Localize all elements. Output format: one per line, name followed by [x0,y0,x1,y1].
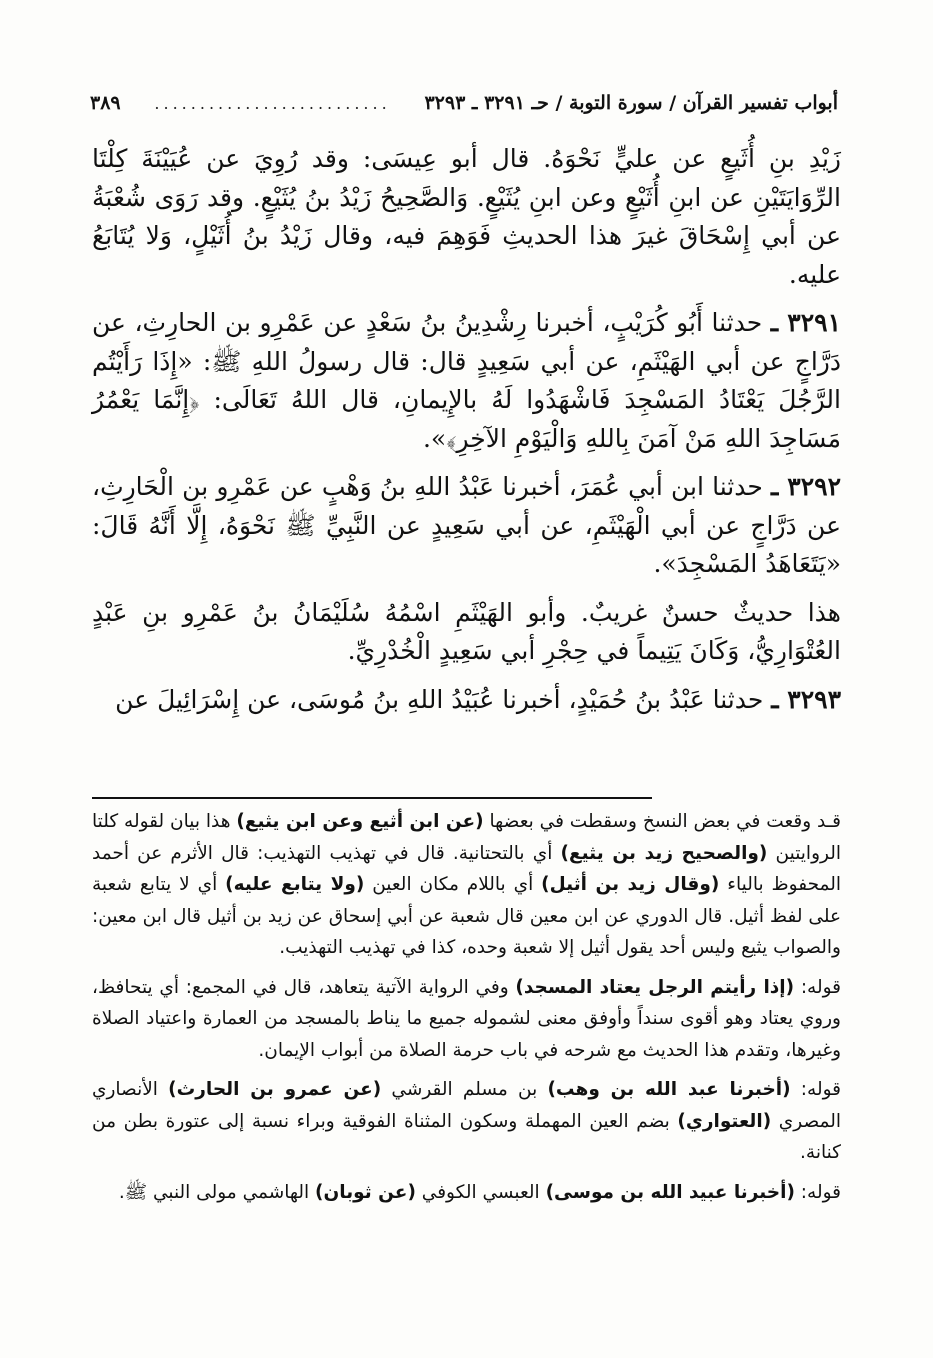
hadith-3293 [92,681,841,720]
paragraph-text: زَيْدِ بنِ أُثَيعٍ عن عليٍّ نَحْوَهُ. قال أبو عِيسَى: وقد رُوِيَ عن عُيَيْنَةَ كِلْتَا الرِّوَايَتَيْنِ عن ابنِ أُثَيْعٍ وعن ابنِ يُثَيْعٍ. وَالصَّحِيحُ زَيْدُ بنُ يُثَيْعٍ. وقد رَوَى شُعْبَةُ عن أبي إِسْحَاقَ غيرَ هذا الحديثِ فَوَهِمَ فيه، وقال زَيْدُ بنُ أُثَيْلٍ، وَلا يُتَابَعُ عليه. [92,144,841,289]
note-quote: (إذا رأيتم الرجل يعتاد المسجد) [515,976,795,998]
note-text: قوله: [790,1079,841,1100]
note-quote: (عن عمرو بن الحارث) [168,1079,382,1100]
running-header [90,86,838,120]
main-paragraph [92,594,841,671]
note-quote: (عن ثوبان) [315,1181,416,1203]
note-text: بضم العين المهملة وسكون المثناة الفوقية وبراء نسبة إلى عتورة بطن من كنانة. [92,1110,841,1163]
hadith-number: ٣٢٩٣ ـ [771,684,841,714]
note-text: أي لا يتابع شعبة على لفظ أثيل. قال الدوري عن ابن معين قال شعبة عن أبي إسحاق عن زيد بن أثيل قال ابن معين: والصواب يثيع وليس أحد يقول أثيل إلا شعبة وحده، كذا في تهذيب التهذيب. [92,874,841,958]
main-text [92,140,841,729]
note-paragraph [92,972,841,1067]
note-paragraph [92,1074,841,1169]
note-text: وفي الرواية الآتية يتعاهد، قال في المجمع: أي يتحافظ، وروي يعتاد وهو أقوى سنداً وأوفق معنى لشموله جميع ما يناط بالمسجد من العمارة واعتياد الصلاة وغيرها، وتقدم هذا الحديث مع شرحه في باب حرمة الصلاة من أبواب الإيمان. [92,976,841,1061]
note-quote: (أخبرنا عبد الله بن وهب) [547,1079,791,1100]
note-quote: (أخبرنا عبيد الله بن موسى) [545,1181,795,1203]
note-quote: (وقال زيد بن أثيل) [541,874,720,895]
hadith-3292 [92,468,841,584]
main-paragraph [92,140,841,294]
hadith-text: حدثنا أَبُو كُرَيْبٍ، أخبرنا رِشْدِينُ بنُ سَعْدٍ عن عَمْرِو بن الحارِثِ، عن دَرَّاجٍ عن أبي الهَيْثَمِ، عن أبي سَعِيدٍ قال: قال رسولُ اللهِ ﷺ: «إِذَا رَأَيْتُم الرَّجُلَ يَعْتَادُ المَسْجِدَ فَاشْهَدُوا لَهُ بالإِيمانِ، قال اللهُ تَعَالَى: ﴿إِنَّمَا يَعْمُرُ مَسَاجِدَ اللهِ مَنْ آمَنَ بِاللهِ وَالْيَوْمِ الآخِرِ﴾». [92,308,841,453]
paragraph-text: هذا حديثٌ حسنٌ غريبٌ. وأبو الهَيْثَمِ اسْمُهُ سُلَيْمَانُ بنُ عَمْرِو بنِ عَبْدٍ العُتْوَارِيُّ، وَكَانَ يَتِيماً في حِجْرِ أبي سَعِيدٍ الْخُدْرِيِّ. [92,597,841,665]
commentary-notes [92,806,841,1216]
hadith-text: حدثنا عَبْدُ بنُ حُمَيْدٍ، أخبرنا عُبَيْدُ اللهِ بنُ مُوسَى، عن إِسْرَائِيلَ عن [115,684,764,714]
note-quote: (العتواري) [677,1110,772,1132]
note-quote: (والصحيح زيد بن يثيع) [560,842,768,864]
note-text: قـد وقعت في بعض النسخ وسقطت في بعضها [483,811,842,832]
note-text: العبسي الكوفي [415,1181,546,1203]
header-leader-dots: .......................... [154,93,391,113]
note-quote: (ولا يتابع عليه) [225,874,365,895]
note-paragraph [92,806,841,964]
note-text: أي بالتحتانية. قال في تهذيب التهذيب: قال الأثرم عن أحمد المحفوظ بالياء [92,842,841,895]
note-text: أي باللام مكان العين [364,874,542,895]
hadith-number: ٣٢٩٢ ـ [771,472,841,501]
note-text: الهاشمي مولى النبي ﷺ. [118,1181,316,1203]
note-text: بن مسلم القرشي [381,1079,548,1100]
footnote-divider [92,797,652,799]
note-text: هذا بيان لقوله كلتا الروايتين [92,811,841,864]
page-number: ٣٨٩ [90,92,121,114]
note-paragraph [92,1177,841,1209]
note-text: الأنصاري المصري [92,1079,841,1132]
header-title: أبواب تفسير القرآن / سورة التوبة / حـ ٣٢٩١ ـ ٣٢٩٣ [424,92,838,114]
note-text: قوله: [794,1181,841,1203]
note-quote: (عن ابن أثيع وعن ابن يثيع) [236,811,484,832]
hadith-number: ٣٢٩١ ـ [770,308,842,337]
hadith-text: حدثنا ابن أبي عُمَرَ، أخبرنا عَبْدُ اللهِ بنُ وَهْبٍ عن عَمْرِو بن الْحَارِثِ، عن دَرَّاجٍ عن أبي الْهَيْثَمِ، عن أبي سَعِيدٍ عن النَّبِيِّ ﷺ نَحْوَهُ، إِلَّا أَنَّهُ قَالَ: «يَتَعَاهَدُ المَسْجِدَ». [92,472,841,578]
note-text: قوله: [794,976,842,998]
hadith-3291 [92,304,841,458]
